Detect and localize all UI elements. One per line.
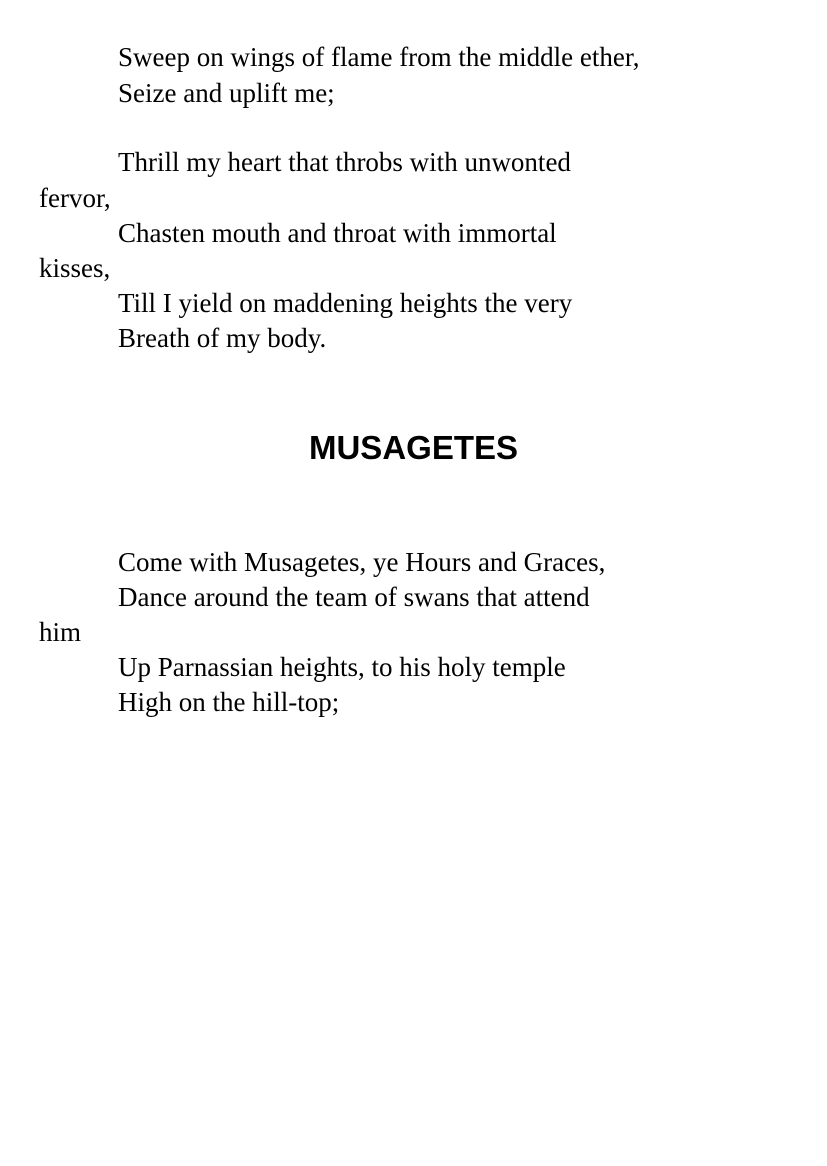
poem-line-wrap: kisses,: [39, 253, 111, 283]
poem-line: High on the hill-top;: [118, 687, 340, 717]
poem-line: Seize and uplift me;: [118, 78, 335, 108]
poem-line: Chasten mouth and throat with immortal: [118, 218, 557, 248]
poem-line: Thrill my heart that throbs with unwonted: [118, 147, 571, 177]
poem-line-wrap: fervor,: [39, 183, 111, 213]
poem-line-wrap: him: [39, 617, 82, 647]
poem-line: Come with Musagetes, ye Hours and Graces,: [118, 547, 606, 577]
poem-line: Up Parnassian heights, to his holy temple: [118, 652, 566, 682]
poem-line: Dance around the team of swans that attend: [118, 582, 590, 612]
section-title: MUSAGETES: [308, 429, 519, 466]
poem-line: Sweep on wings of flame from the middle ether,: [118, 42, 640, 72]
poem-line: Breath of my body.: [118, 323, 327, 353]
poem-line: Till I yield on maddening heights the very: [118, 288, 573, 318]
